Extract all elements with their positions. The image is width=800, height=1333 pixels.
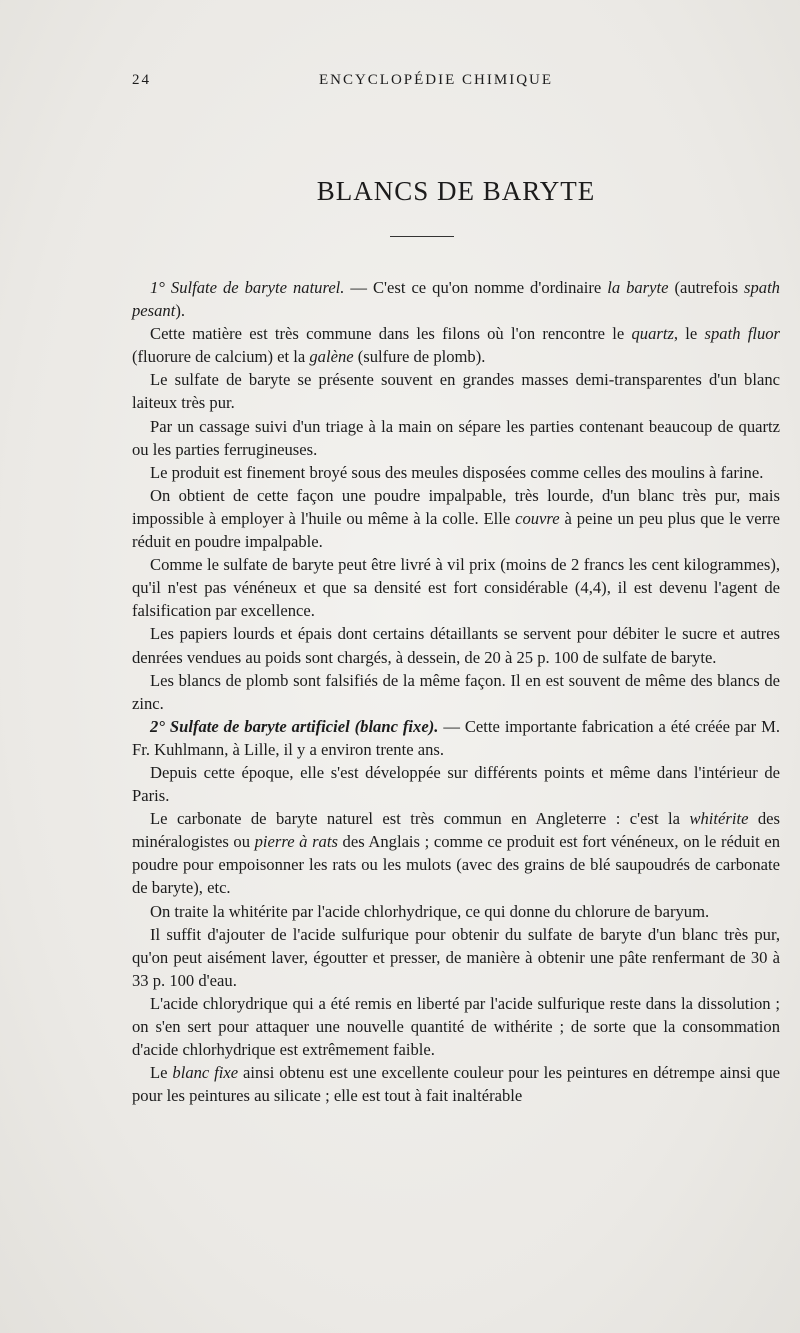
paragraph-9: Les blancs de plomb sont falsifiés de la même façon. Il en est souvent de même des blancs de zinc.: [132, 670, 780, 713]
paragraph-11: Depuis cette époque, elle s'est développée sur différents points et même dans l'intérieur de Paris.: [132, 762, 780, 806]
paragraph-1: 1° Sulfate de baryte naturel. — C'est ce qu'on nomme d'ordinaire la baryte (autrefois spath pesant).: [132, 278, 780, 321]
paragraph-14: Il suffit d'ajouter de l'acide sulfurique pour obtenir du sulfate de baryte d'un blanc très pur, qu'on peut aisément laver, égoutter et presser, de manière à obtenir une pâte renfermant de 30 à 33 p. 100 d'eau.: [132, 924, 780, 990]
paragraph-10: 2° Sulfate de baryte artificiel (blanc fixe). — Cette importante fabrication a été créée par M. Fr. Kuhlmann, à Lille, il y a environ trente ans.: [132, 716, 781, 759]
paragraph-8: Les papiers lourds et épais dont certains détaillants se servent pour débiter le sucre et autres denrées vendues au poids sont chargés, à dessein, de 20 à 25 p. 100 de sulfate de baryte.: [132, 624, 780, 667]
paragraph-3: Le sulfate de baryte se présente souvent en grandes masses demi-transparentes d'un blanc laiteux très pur.: [132, 370, 780, 413]
paragraph-6: On obtient de cette façon une poudre impalpable, très lourde, d'un blanc très pur, mais impossible à employer à l'huile ou même à la colle. Elle couvre à peine un peu plus que le verre réduit en poudre impalpable.: [132, 485, 780, 552]
paragraph-4: Par un cassage suivi d'un triage à la main on sépare les parties contenant beaucoup de quartz ou les parties ferrugineuses.: [132, 416, 780, 459]
page-number: 24: [132, 72, 151, 88]
body-text: [132, 276, 780, 1107]
subsection-heading-1: 1° Sulfate de baryte naturel.: [150, 278, 345, 297]
running-title: ENCYCLOPÉDIE CHIMIQUE: [318, 72, 554, 88]
paragraph-15: L'acide chlorydrique qui a été remis en liberté par l'acide sulfurique reste dans la dissolution ; on s'en sert pour attaquer une nouvelle quantité de withérite ; de sorte que la consommation d'acide chlorhydrique est extrêmement faible.: [132, 993, 780, 1060]
paragraph-5: Le produit est finement broyé sous des meules disposées comme celles des moulins à farine.: [150, 462, 764, 482]
section-title: BLANCS DE BARYTE: [316, 176, 596, 206]
paragraph-2: Cette matière est très commune dans les filons où l'on rencontre le quartz, le spath fluor (fluorure de calcium) et la galène (sulfure de plomb).: [132, 324, 780, 367]
title-rule: [390, 236, 454, 237]
paragraph-13: On traite la whitérite par l'acide chlorhydrique, ce qui donne du chlorure de baryum.: [150, 901, 710, 921]
subsection-heading-2: 2° Sulfate de baryte artificiel (blanc fixe).: [150, 716, 439, 736]
paragraph-7: Comme le sulfate de baryte peut être livré à vil prix (moins de 2 francs les cent kilogrammes), qu'il n'est pas vénéneux et que sa densité est fort considérable (4,4), il est devenu l'agent de falsification par excellence.: [132, 555, 780, 621]
paragraph-16: Le blanc fixe ainsi obtenu est une excellente couleur pour les peintures en détrempe ainsi que pour les peintures au silicate ; elle est tout à fait inaltérable: [132, 1063, 781, 1106]
paragraph-12: Le carbonate de baryte naturel est très commun en Angleterre : c'est la whitérite des minéralogistes ou pierre à rats des Anglais ; comme ce produit est fort vénéneux, on le réduit en poudre pour empoisonner les rats ou les mulots (avec des grains de blé saupoudrés de carbonate de baryte), etc.: [132, 809, 781, 898]
